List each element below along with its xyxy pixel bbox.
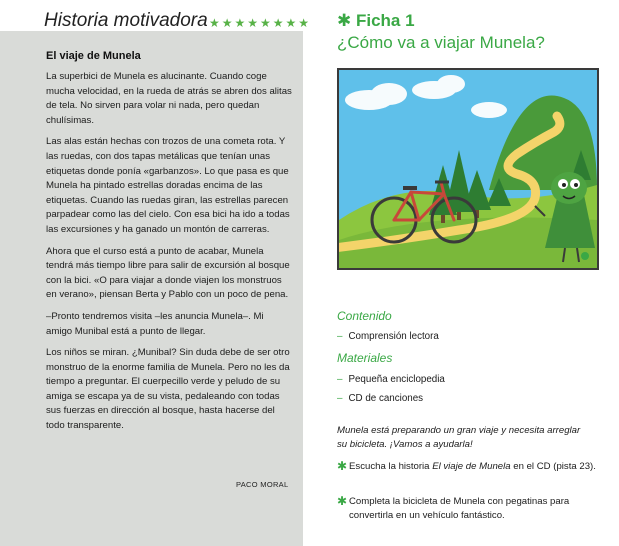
asterisk-icon: ✱ (337, 494, 348, 508)
materiales-heading: Materiales (337, 351, 393, 365)
contenido-heading: Contenido (337, 309, 392, 323)
task-item: ✱ Completa la bicicleta de Munela con pegatinas para convertirla en un vehículo fantástico. (337, 494, 570, 521)
ficha-subtitle: ¿Cómo va a viajar Munela? (337, 33, 545, 52)
ficha-number: Ficha 1 (355, 11, 415, 30)
task-intro: Munela está preparando un gran viaje y necesita arreglar su bicicleta. ¡Vamos a ayudarla! (337, 425, 581, 450)
story-paragraph: La superbici de Munela es alucinante. Cuando coge mucha velocidad, en la rueda de atrás se abren dos alitas de tela. No sirven para volar ni nada, pero quedan chulísimas. (46, 71, 292, 126)
task-item: ✱ Escucha la historia El viaje de Munela en el CD (pista 23). (337, 459, 596, 473)
story-paragraph: Los niños se miran. ¿Munibal? Sin duda debe de ser otro monstruo de la enorme familia de Munela. Pero no les da tiempo a preguntar. El cuerpecillo verde y peludo de su amiga se escapa ya de su vista, pedaleando con todas sus fuerzas en dirección al bosque, hasta hacerse del todo transparente. (46, 347, 290, 432)
contenido-item: – Comprensión lectora (337, 331, 439, 342)
section-title: Historia motivadora (44, 10, 208, 31)
asterisk-icon: ✱ (337, 11, 352, 30)
story-author: PACO MORAL (236, 480, 289, 489)
bicycle-illustration (337, 68, 599, 270)
story-paragraph: Ahora que el curso está a punto de acabar, Munela tendrá más tiempo libre para salir de excursión al bosque con la bici. «O para viajar a donde viajen los monstruos en verano», piensan Berta y Pablo con un poco de pena. (46, 245, 290, 301)
materiales-item: – Pequeña enciclopedia (337, 374, 445, 385)
ficha-heading (337, 11, 415, 31)
story-body (46, 70, 292, 441)
materiales-item: – CD de canciones (337, 393, 424, 404)
dash-bullet: – (337, 393, 343, 404)
landscape-illustration (339, 70, 597, 268)
dash-bullet: – (337, 331, 343, 342)
story-title: El viaje de Munela (46, 50, 141, 62)
story-paragraph: Las alas están hechas con trozos de una cometa rota. Y las ruedas, con dos tapas metálicas que tenían unas etiquetas donde ponía «garbanzos». Lo que pasa es que Munela ha pintado estrellas doradas encima de las etiquetas. Cuando las ruedas giran, las estrellas parecen parpadear como las del cielo. Con esa bici ha ido a todas las excursiones y ha ganado un montón de carreras. (46, 136, 290, 235)
story-paragraph: –Pronto tendremos visita –les anuncia Munela–. Mi amigo Munibal está a punto de llegar. (46, 310, 264, 337)
asterisk-icon: ✱ (337, 459, 348, 473)
stars-decoration: ★★★★★★★★ (209, 16, 312, 30)
dash-bullet: – (337, 374, 343, 385)
